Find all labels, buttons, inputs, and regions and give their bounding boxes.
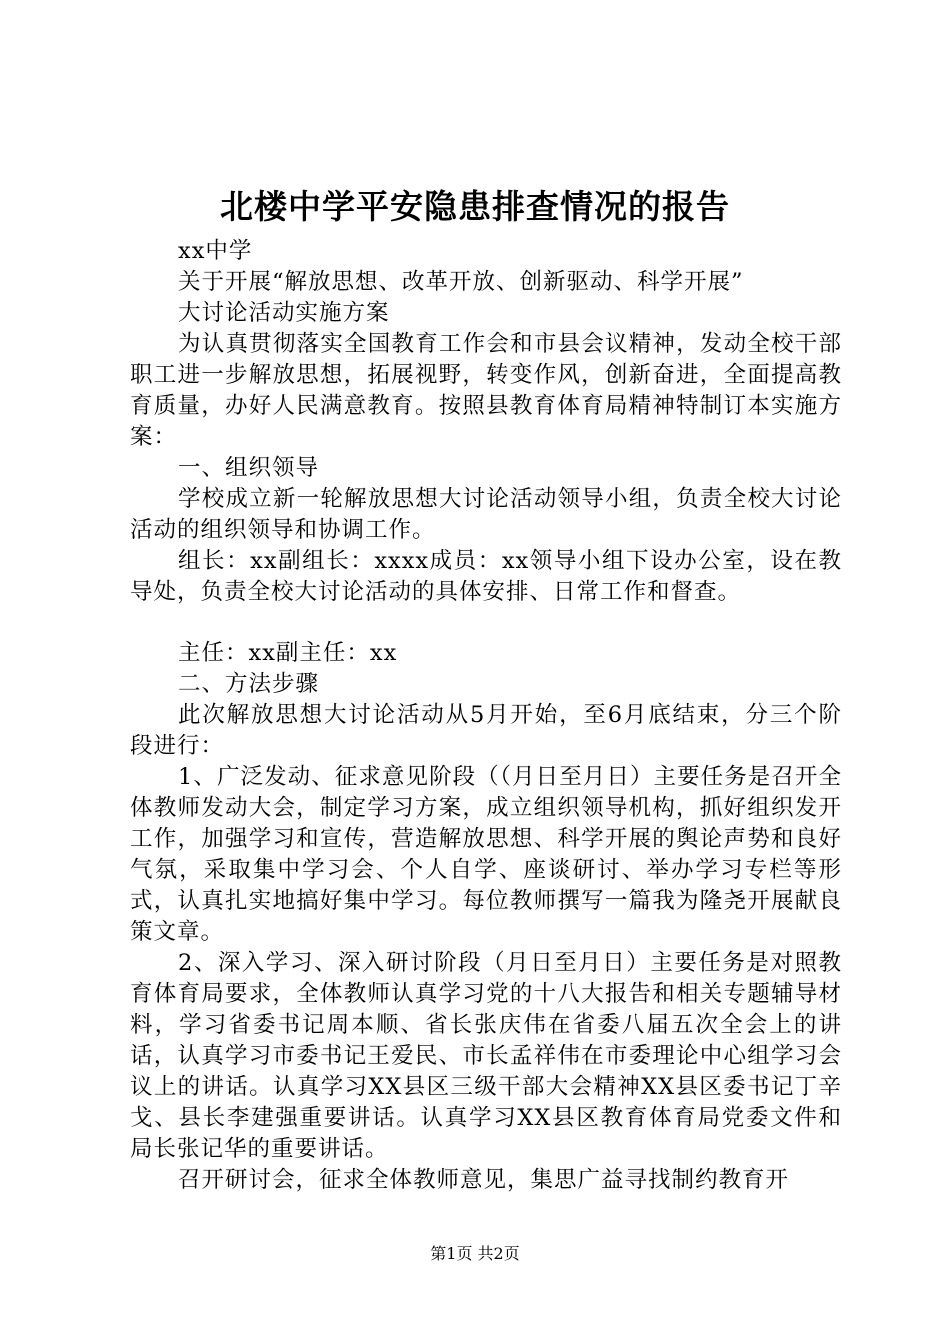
document-title: 北楼中学平安隐患排查情况的报告 [220, 187, 730, 226]
paragraph-office-director: 主任：xx副主任：xx [178, 640, 398, 666]
paragraph-stage-two: 2、深入学习、深入研讨阶段（月日至月日）主要任务是对照教育体育局要求，全体教师认真学习党的十八大报告和相关专题辅导材料，学习省委书记周本顺、省长张庆伟在省委八届五次全会上的讲话，认真学习市委书记王爱民、市长孟祥伟在市委理论中心组学习会议上的讲话。认真学习XX县区三级干部大会精神XX县区委书记丁辛戈、县长李建强重要讲话。认真学习XX县区教育体育局党委文件和局长张记华的重要讲话。 [130, 950, 842, 1162]
paragraph-group-members: 组长：xx副组长：xxxx成员：xx领导小组下设办公室，设在教导处，负责全校大讨论活动的具体安排、日常工作和督查。 [130, 548, 842, 605]
paragraph-school-name: xx中学 [178, 238, 253, 264]
paragraph-schedule: 此次解放思想大讨论活动从5月开始，至6月底结束，分三个阶段进行： [130, 702, 842, 759]
section-heading-methods: 二、方法步骤 [178, 671, 320, 697]
document-body [130, 236, 842, 1196]
paragraph-stage-one: 1、广泛发动、征求意见阶段（（月日至月日）主要任务是召开全体教师发动大会，制定学习方案，成立组织领导机构，抓好组织发开工作，加强学习和宣传，营造解放思想、科学开展的舆论声势和良好气氛，采取集中学习会、个人自学、座谈研讨、举办学习专栏等形式，认真扎实地搞好集中学习。每位教师撰写一篇我为隆尧开展献良策文章。 [130, 764, 842, 945]
section-heading-organization: 一、组织领导 [178, 455, 320, 481]
paragraph-leadership-group: 学校成立新一轮解放思想大讨论活动领导小组，负责全校大讨论活动的组织领导和协调工作。 [130, 486, 842, 543]
paragraph-subtitle-line-1: 关于开展“解放思想、改革开放、创新驱动、科学开展” [178, 269, 744, 295]
paragraph-subtitle-line-2: 大讨论活动实施方案 [178, 300, 390, 326]
paragraph-seminar: 召开研讨会，征求全体教师意见，集思广益寻找制约教育开 [178, 1167, 790, 1193]
paragraph-spacer [130, 608, 842, 638]
paragraph-introduction: 为认真贯彻落实全国教育工作会和市县会议精神，发动全校干部职工进一步解放思想，拓展视野，转变作风，创新奋进，全面提高教育质量，办好人民满意教育。按照县教育体育局精神特制订本实施方案： [130, 331, 842, 450]
page-number-footer: 第1页 共2页 [430, 1244, 520, 1263]
